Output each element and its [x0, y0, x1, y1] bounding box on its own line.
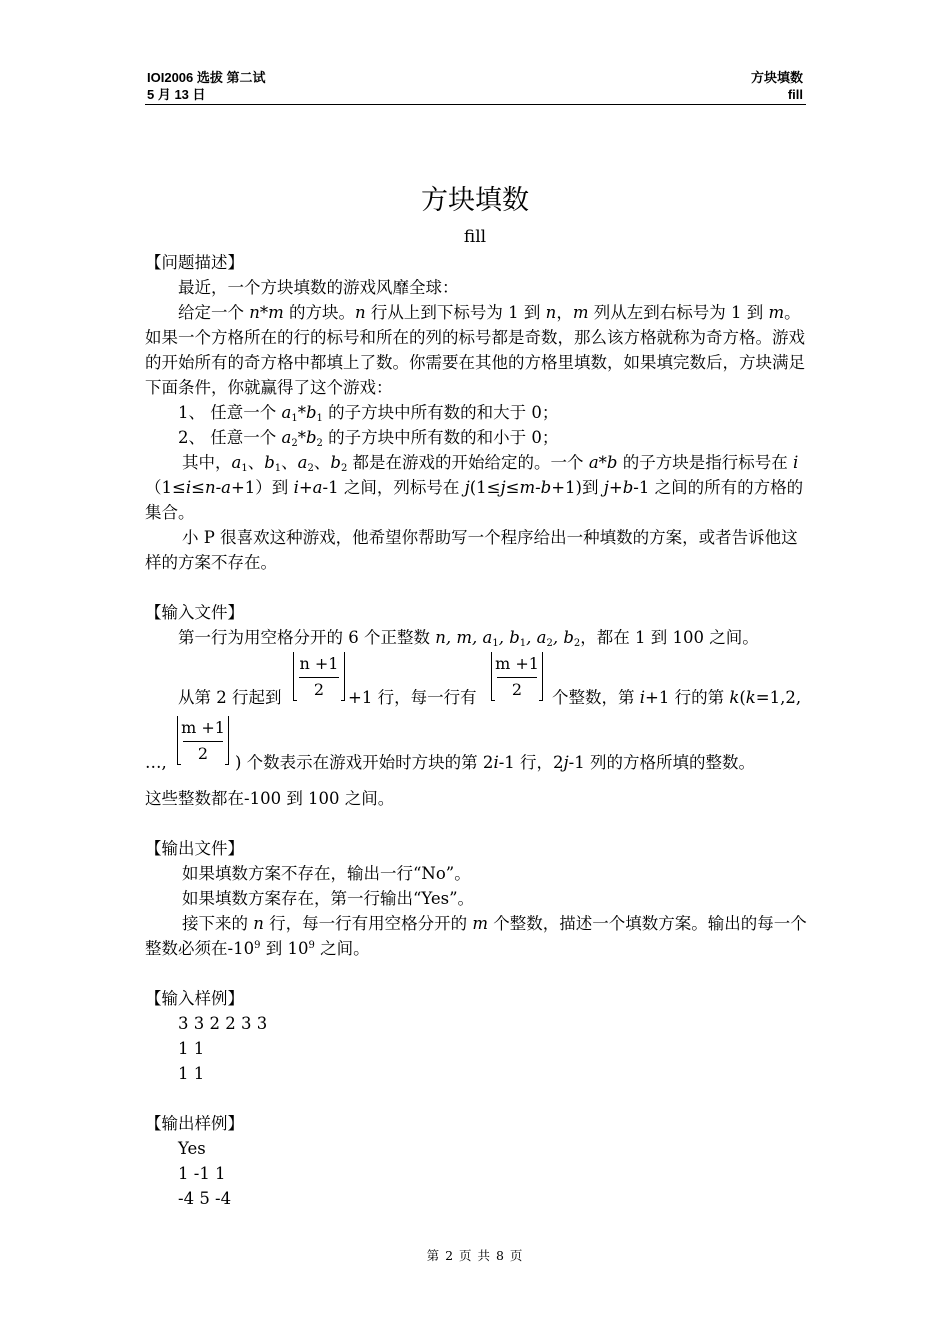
problem-name-header: 方块填数	[750, 70, 803, 85]
input-line-4: 这些整数都在-100 到 100 之间。	[145, 789, 395, 808]
desc-paragraph-2: 给定一个 n*m 的方块。n 行从上到下标号为 1 到 n，m 列从左到右标号为 1 到 m。如果一个方格所在的行的标号和所在的列的标号都是奇数，那么该方格就称为奇方格。游戏的开始所有的奇方格中都填上了数。你需要在其他的方格里填数，如果填完数后，方块满足下面条件，你就赢得了这个游戏：	[145, 303, 805, 397]
input-line-1: 第一行为用空格分开的 6 个正整数 n, m, $a_1$, $b_1$, $a_2$, $b_2$，都在 1 到 100 之间。	[178, 628, 759, 649]
sample-input-line: 3 3 2 2 3 3	[178, 1014, 268, 1033]
contest-date: 5 月 13 日	[147, 87, 206, 102]
contest-name: IOI2006 选拔 第二试	[147, 70, 266, 85]
output-line-2: 如果填数方案存在，第一行输出“Yes”。	[182, 889, 475, 908]
section-heading-input: 【输入文件】	[145, 603, 244, 622]
section-heading-description: 【问题描述】	[145, 253, 244, 272]
sample-output-line: -4 5 -4	[178, 1189, 232, 1208]
sample-output-line: 1 -1 1	[178, 1164, 226, 1183]
page-title: 方块填数	[421, 185, 529, 216]
header-left	[147, 69, 265, 103]
header-right	[751, 69, 803, 103]
sample-input-line: 1 1	[178, 1064, 205, 1083]
desc-paragraph-1: 最近，一个方块填数的游戏风靡全球：	[178, 278, 459, 297]
condition-2: 2、 任意一个 $a_2*b_2$ 的子方块中所有数的和小于 0；	[178, 428, 559, 449]
page-subtitle: fill	[463, 227, 487, 247]
condition-1: 1、 任意一个 $a_1*b_1$ 的子方块中所有数的和大于 0；	[178, 403, 559, 424]
desc-paragraph-3: 其中，$a_1$、$b_1$、$a_2$、$b_2$ 都是在游戏的开始给定的。一个 a*b 的子方块是指行标号在 i（1≤i≤n-a+1）到 i+a-1 之间，列标号在 j(1≤j≤m-b+1)到 j+b-1 之间的所有的方格的集合。	[145, 453, 804, 522]
section-heading-sample-output: 【输出样例】	[145, 1114, 244, 1133]
fraction-n-plus-1-over-2: n +1 2	[293, 652, 349, 708]
sample-output-line: Yes	[178, 1139, 206, 1158]
output-line-1: 如果填数方案不存在，输出一行“No”。	[182, 864, 471, 883]
section-heading-sample-input: 【输入样例】	[145, 989, 244, 1008]
fraction-m-plus-1-over-2-second: m +1 2	[177, 716, 233, 772]
input-line-3: …, m +1 2 ) 个数表示在游戏开始时方块的第 2i-1 行，2j-1 列的方格所填的整数。	[145, 718, 755, 772]
fraction-m-plus-1-over-2: m +1 2	[491, 652, 547, 708]
desc-paragraph-4: 小 P 很喜欢这种游戏，他希望你帮助写一个程序给出一种填数的方案，或者告诉他这样的方案不存在。	[145, 528, 798, 572]
input-line-2: 从第 2 行起到 n +1 2 +1 行，每一行有 m +1 2 个整数，第 i+1 行的第 k(k=1,2,	[178, 654, 802, 707]
header-divider	[145, 104, 806, 105]
problem-id-header: fill	[787, 87, 803, 102]
problem-body	[145, 250, 810, 1211]
output-line-3: 接下来的 n 行，每一行有用空格分开的 m 个整数，描述一个填数方案。输出的每一个整数必须在$-10^9$ 到 $10^9$ 之间。	[145, 914, 807, 958]
page-footer: 第 2 页 共 8 页	[426, 1248, 524, 1263]
sample-input-line: 1 1	[178, 1039, 205, 1058]
section-heading-output: 【输出文件】	[145, 839, 244, 858]
